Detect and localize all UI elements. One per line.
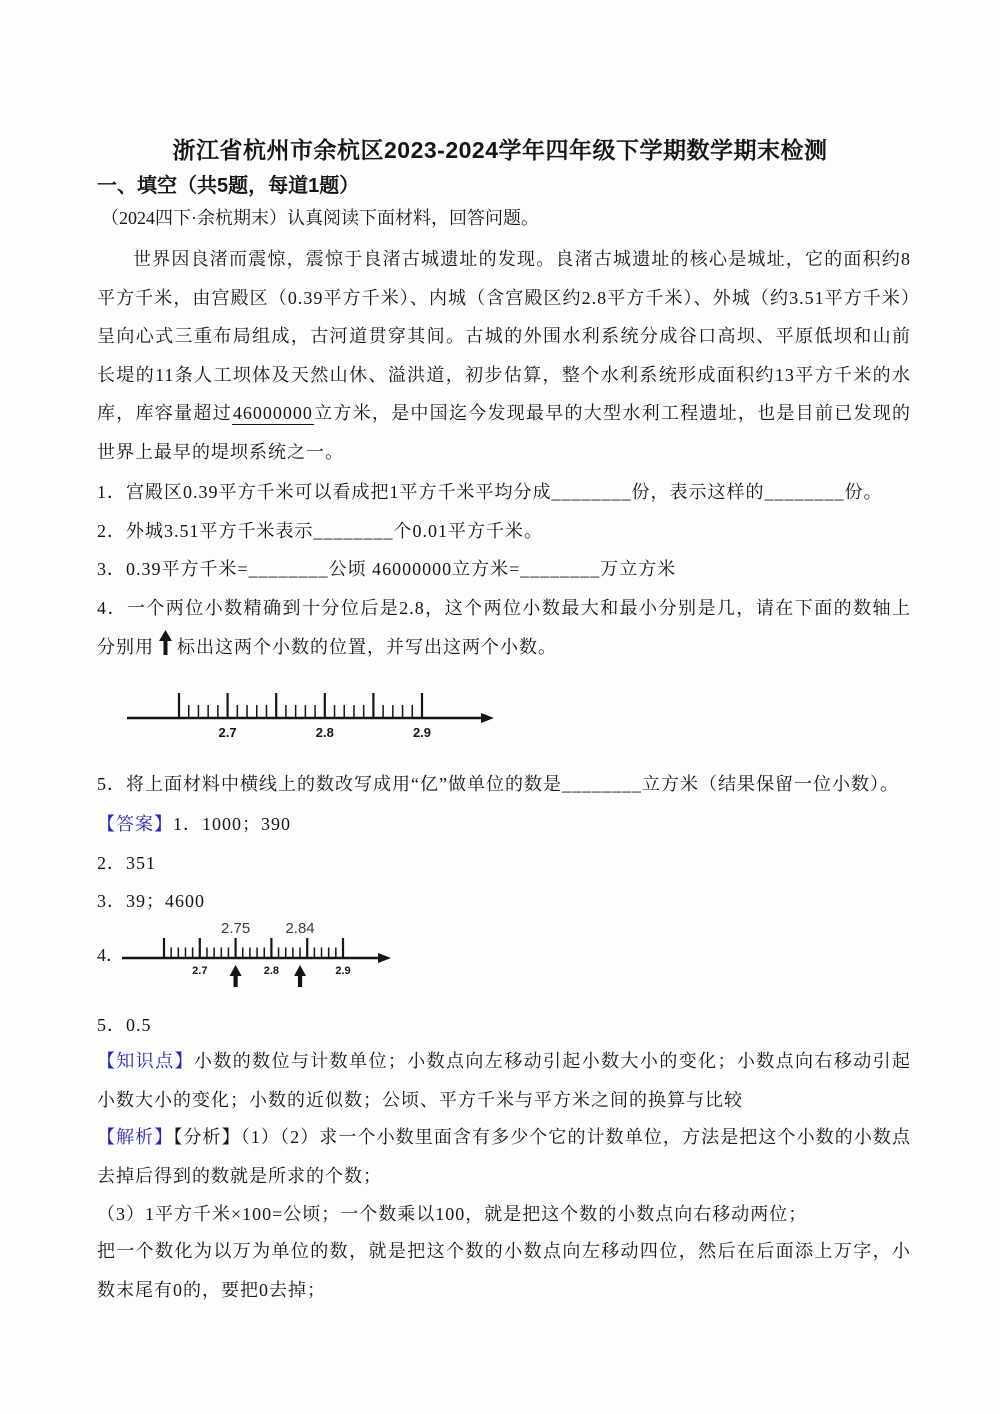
svg-text:2.9: 2.9 [335,965,351,977]
question-1: 1．宫殿区0.39平方千米可以看成把1平方千米平均分成________份，表示这样的________份。 [97,482,883,502]
material-text-before: 世界因良渚而震惊，震惊于良渚古城遗址的发现。良渚古城遗址的核心是城址，它的面积约8平方千米，由宫殿区（0.39平方千米）、内城（含宫殿区约2.8平方千米）、外城（约3.51平方千米）呈向心式三重布局组成，古河道贯穿其间。古城的外围水利系统分成谷口高坝、平原低坝和山前长堤的11条人工坝体及天然山休、溢洪道，初步估算，整个水利系统形成面积约13平方千米的水库，库容量超过 [97,249,911,424]
analysis-label: 【解析】 [97,1127,174,1147]
question-3: 3．0.39平方千米=________公顷 46000000立方米=________万立方米 [97,559,677,579]
question-4 [97,589,911,670]
answer-label: 【答案】 [97,814,173,834]
answer-5: 5．0.5 [97,1015,152,1035]
question-4-text-2: 标出这两个小数的位置，并写出这两个小数。 [177,637,557,657]
answer-line-1 [97,805,911,844]
question-5: 5．将上面材料中横线上的数改写成用“亿”做单位的数是________立方米（结果保留一位小数）。 [97,774,899,794]
svg-text:2.7: 2.7 [192,965,208,977]
knowledge-label: 【知识点】 [97,1051,194,1071]
analysis-paragraph-1 [97,1118,911,1195]
up-arrow-icon [158,630,173,670]
material-text-after: 立方米，是中国迄今发现最早的大型水利工程遗址，也是目前已发现的世界上最早的堤坝系统之一。 [97,403,911,462]
svg-text:2.8: 2.8 [315,725,334,740]
numberline-figure-answer [119,916,419,996]
material-paragraph [97,240,911,472]
analysis-paragraph-2: （3）1平方千米×100=公顷；一个数乘以100，就是把这个数的小数点向右移动两位； [97,1204,808,1224]
question-source-line: （2024四下·余杭期末）认真阅读下面材料，回答问题。 [101,208,539,228]
answer-3: 3．39；4600 [97,891,205,911]
page-title: 浙江省杭州市余杭区2023-2024学年四年级下学期数学期末检测 [172,137,828,163]
svg-text:2.7: 2.7 [218,725,237,740]
svg-text:2.9: 2.9 [412,725,432,740]
numberline-figure-question [126,684,511,748]
question-4-text-1: 4．一个两位小数精确到十分位后是2.8，这个两位小数最大和最小分别是几，请在下面的数轴上分别用 [97,598,911,657]
svg-text:2.84: 2.84 [285,920,315,937]
answer-4-label: 4． [97,945,124,965]
answer-1: 1．1000；390 [173,814,291,834]
analysis-paragraph-3: 把一个数化为以万为单位的数，就是把这个数的小数点向左移动四位，然后在后面添上万字，小数末尾有0的，要把0去掉； [97,1241,911,1300]
section-heading: 一、填空（共5题，每道1题） [97,175,360,197]
analysis-sub-label: 【分析】 [173,1127,241,1147]
question-2: 2．外城3.51平方千米表示________个0.01平方千米。 [97,521,543,541]
analysis-text-1: （1）（2）求一个小数里面含有多少个它的计数单位，方法是把这个小数的小数点去掉后得到的数就是所求的个数； [97,1127,912,1186]
material-underlined-value: 46000000 [232,403,313,424]
svg-text:2.8: 2.8 [263,965,280,977]
answer-2: 2．351 [97,853,156,873]
knowledge-points [97,1042,911,1119]
svg-text:2.75: 2.75 [220,920,251,937]
knowledge-text: 小数的数位与计数单位；小数点向左移动引起小数大小的变化；小数点向右移动引起小数大小的变化；小数的近似数；公顷、平方千米与平方米之间的换算与比较 [97,1051,911,1110]
